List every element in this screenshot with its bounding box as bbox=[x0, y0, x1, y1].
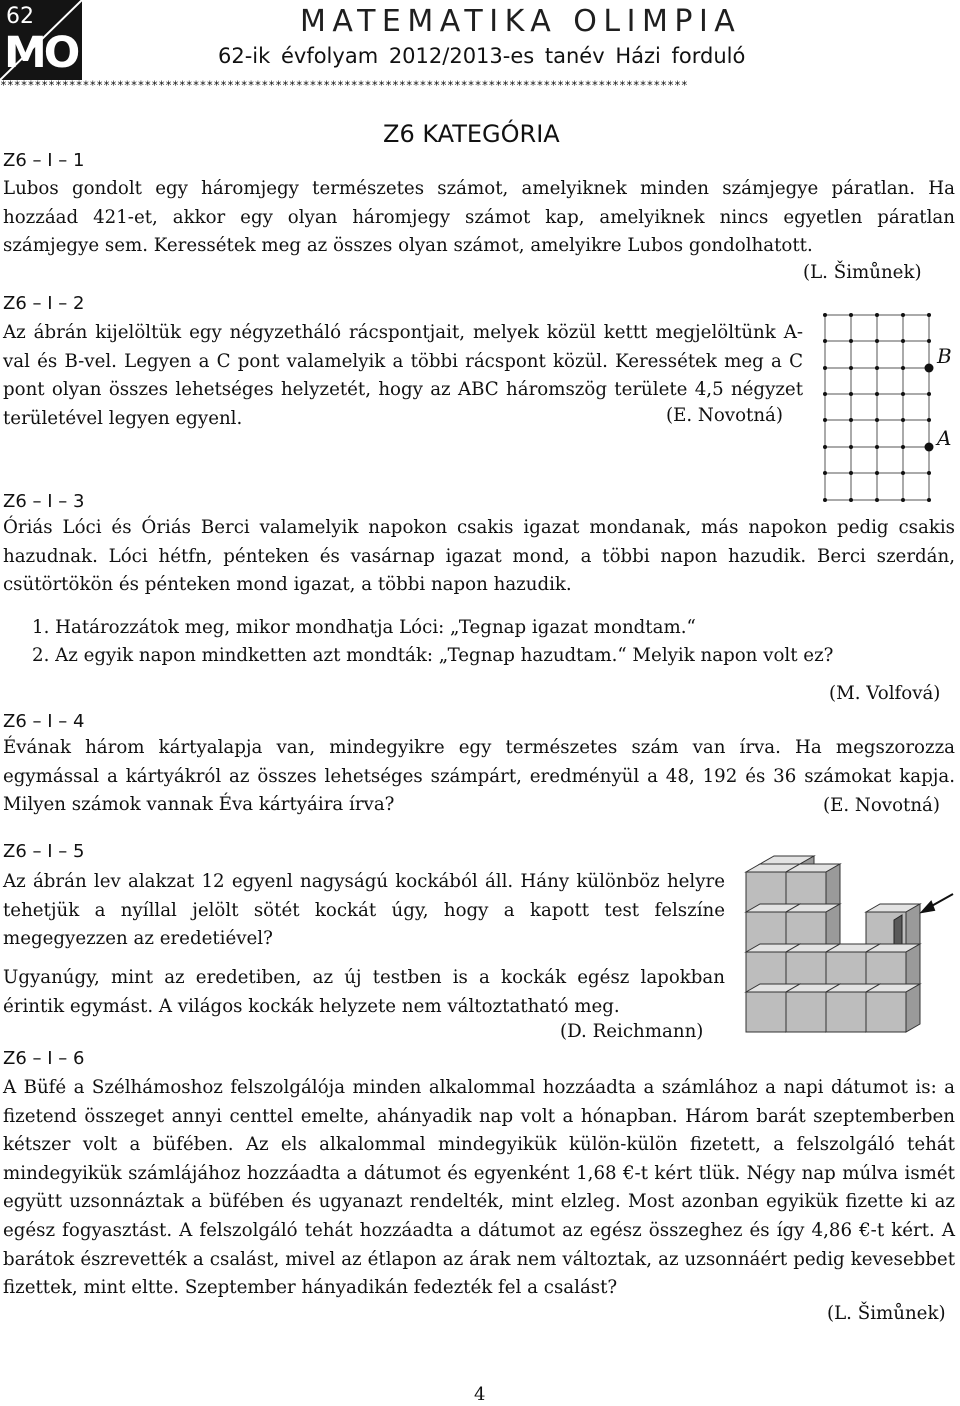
problem-5-text-2: Ugyanúgy, mint az eredetiben, az új testben is a kockák egész lapokban érintik egymást. A világos kockák helyzete nem változtatható meg. bbox=[3, 967, 725, 1017]
problem-5-text: Az ábrán lev alakzat 12 egyenl nagyságú kockából áll. Hány különböz helyre tehetjük a nyíllal jelölt sötét kockát úgy, hogy a kapott test felszíne megegyezzen az eredetiével? bbox=[3, 871, 725, 950]
arrow bbox=[922, 894, 953, 912]
problem-5-label: Z6 – I – 5 bbox=[3, 841, 85, 862]
problem-2-text: Az ábrán kijelöltük egy négyzetháló rácspontjait, melyek közül kettt megjelöltünk A-val és B-vel. Legyen a C pont valamelyik a többi rácspont közül. Keressétek meg a C pont olyan összes lehetséges helyzetét, hogy az ABC háromszög területe 4,5 négyzet területével legyen egyenl. bbox=[3, 322, 803, 429]
problem-3-item-1: 1. Határozzátok meg, mikor mondhatja Lóci: „Tegnap igazat mondtam.“ bbox=[32, 617, 696, 638]
lattice-figure bbox=[815, 305, 955, 510]
mo-logo bbox=[0, 0, 82, 80]
problem-1-text: Lubos gondolt egy háromjegy természetes számot, amelyiknek minden számjegye páratlan. Ha hozzáad 421-et, akkor egy olyan háromjegy számot kap, amelyiknek nincs egyetlen páratlan számjegye sem. Keressétek meg az összes olyan számot, amelyikre Lubos gondolhatott. bbox=[3, 178, 955, 257]
problem-4-label: Z6 – I – 4 bbox=[3, 711, 85, 732]
page-number: 4 bbox=[474, 1384, 486, 1405]
problem-3-text: Óriás Lóci és Óriás Berci valamelyik napokon csakis igazat mondanak, más napokon pedig csakis hazudnak. Lóci hétfn, pénteken és vasárnap igazat mond, a többi napon hazudik. Berci szerdán, csütörtökön és pénteken mond igazat, a többi napon hazudik. bbox=[3, 517, 955, 596]
problem-3-label: Z6 – I – 3 bbox=[3, 491, 85, 512]
point-a bbox=[925, 443, 934, 452]
problem-1-author: (L. Šimůnek) bbox=[803, 262, 922, 283]
problem-3-author: (M. Volfová) bbox=[829, 683, 941, 704]
cube-figure bbox=[738, 850, 960, 1050]
problem-6-label: Z6 – I – 6 bbox=[3, 1048, 85, 1069]
problem-2-label: Z6 – I – 2 bbox=[3, 293, 85, 314]
point-b bbox=[925, 364, 934, 373]
problem-2-author: (E. Novotná) bbox=[666, 405, 783, 426]
problem-5-author: (D. Reichmann) bbox=[560, 1021, 704, 1042]
problem-1-label: Z6 – I – 1 bbox=[3, 150, 85, 171]
problem-4-author: (E. Novotná) bbox=[823, 795, 940, 816]
logo-letters: MO bbox=[4, 28, 78, 78]
logo-number: 62 bbox=[6, 4, 34, 29]
category-heading: Z6 KATEGÓRIA bbox=[383, 120, 560, 148]
problem-3-item-2: 2. Az egyik napon mindketten azt mondták: „Tegnap hazudtam.“ Melyik napon volt ez? bbox=[32, 645, 834, 666]
label-a: A bbox=[937, 426, 952, 450]
problem-4-text: Évának három kártyalapja van, mindegyikre egy természetes szám van írva. Ha megszorozza egymással a kártyákról az összes lehetséges számpárt, eredményül a 48, 192 és 36 számokat kapja. Milyen számok vannak Éva kártyáira írva? bbox=[3, 737, 955, 816]
star-divider: **************************************************************************************************** bbox=[0, 78, 688, 92]
page-subtitle: 62-ik évfolyam 2012/2013-es tanév Házi forduló bbox=[218, 44, 746, 68]
page-title: MATEMATIKA OLIMPIA bbox=[300, 4, 742, 39]
problem-6-author: (L. Šimůnek) bbox=[827, 1303, 946, 1324]
problem-6-text: A Büfé a Szélhámoshoz felszolgálója minden alkalommal hozzáadta a számlához a napi dátumot is: a fizetend összeget annyi centtel emelte, ahányadik nap volt a hónapban. Három barát szeptemberben kétszer volt a büfében. Az els alkalommal mindegyikük külön-külön fizetett, a felszolgáló tehát mindegyikük számlájához hozzáadta a dátumot és egyenként 1,68 €-t kért tlük. Négy nap múlva ismét együtt uzsonnáztak a büfében és ugyanazt rendelték, mint elzleg. Most azonban egyikük fizette ki az egész fogyasztást. A felszolgáló tehát hozzáadta a dátumot az egész összeghez és így 4,86 €-t kért. A barátok észrevették a csalást, mivel az étlapon az árak nem változtak, az uzsonnáért pedig kevesebbet fizettek, mint eltte. Szeptember hányadikán fedezték fel a csalást? bbox=[3, 1077, 955, 1299]
label-b: B bbox=[937, 344, 952, 368]
